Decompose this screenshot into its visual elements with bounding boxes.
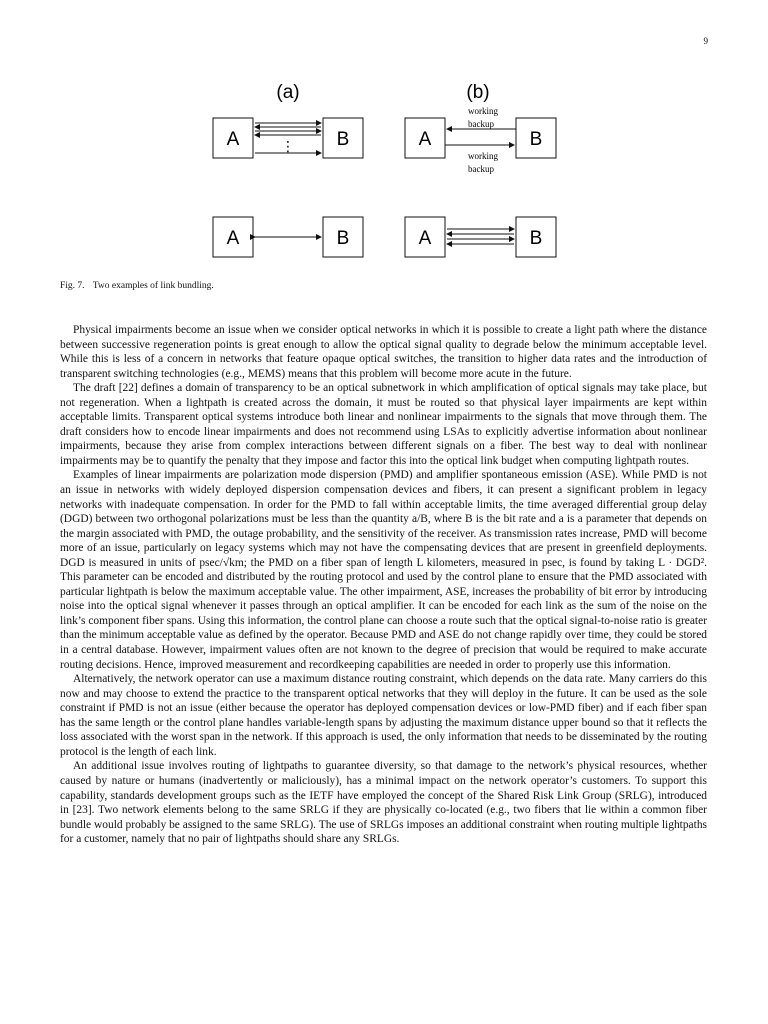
node-a-label: A [226,228,240,249]
working-label-bottom: working [468,151,498,161]
ellipsis-icon: ⋮ [281,139,295,155]
figure-caption [60,281,214,291]
paragraph-srlg-diversity: An additional issue involves routing of lightpaths to guarantee diversity, so that damage to the network’s physical resources, whether caused by nature or humans (inadvertently or maliciously), has a minimal impact on the network operator’s customers. To support this capability, standards development groups such as the IETF have employed the concept of the Shared Risk Link Group (SRLG), introduced in [23]. Two network elements belong to the same SRLG if they are physically co-located (e.g., two fibers that lie within a common fiber bundle would probably be assigned to the same SRLG). The use of SRLGs imposes an additional constraint when routing multiple lightpaths for a customer, namely that no pair of lightpaths should share any SRLGs. [60,760,707,846]
body-text [60,323,707,847]
paragraph-linear-impairments: Examples of linear impairments are polarization mode dispersion (PMD) and amplifier spontaneous emission (ASE). While PMD is not an issue in networks with widely deployed dispersion compensation devices and fibers, it can present a significant problem in legacy networks with inadequate compensation. In order for the PMD to fall within acceptable limits, the time averaged differential group delay (DGD) between two orthogonal polarizations must be less than the quantity a/B, where B is the bit rate and a is a parameter that depends on the margin associated with PMD, the outage probability, and the sensitivity of the receiver. As transmission rates increase, PMD will become more of an issue, particularly on legacy systems which may not have the compensating devices that are present in greenfield deployments. DGD is measured in units of psec/√km; the PMD on a fiber span of length L kilometers, measured in psec, is found by taking L · DGD². This parameter can be encoded and distributed by the routing protocol and used by the control plane to ensure that the PMD associated with particular lightpath is below the maximum acceptable value. The other impairment, ASE, increases the probability of bit error by introducing noise into the optical signal whenever it passes through an optical amplifier. It can be encoded for each link as the sum of the noise on the link’s component fiber spans. Using this information, the control plane can choose a route such that the optical signal-to-noise ratio is greater than the minimum acceptable value as defined by the operator. Because PMD and ASE do not change rapidly over time, they could be stored in a central database. However, impairment values often are not known to the degree of precision that would be required to make accurate routing decisions. Hence, improved measurement and recordkeeping capabilities are needed in order to properly use this information. [60,469,707,671]
paragraph-maximum-distance: Alternatively, the network operator can use a maximum distance routing constraint, which depends on the data rate. Many carriers do this now and may choose to extend the practice to the transparent optical networks that they will deploy in the future. It can be used as the sole constraint if PMD is not an issue (either because the operator has deployed compensation devices or low-PMD fiber) and if each fiber span has the same length or the control plane handles variable-length spans by adjusting the maximum distance upper bound so that it reflects the loss associated with the worst span in the network. If this approach is used, the only information that needs to be disseminated by the routing protocol is the length of each link. [60,673,707,758]
panel-label-b: (b) [466,82,490,103]
node-a-label: A [418,228,432,249]
paragraph-domain-of-transparency: The draft [22] defines a domain of transparency to be an optical subnetwork in which amplification of optical signals may take place, but not regeneration. When a lightpath is created across the domain, it must be routed so that physical layer impairments are kept within acceptable limits. Transparent optical systems introduce both linear and nonlinear impairments to the signals that move through them. The draft considers how to encode linear impairments and does not recommend using LSAs to explicitly advertise information about nonlinear impairments, because they arise from complex interactions between different signals on a fiber. The best way to deal with nonlinear impairments may be to quantify the penalty that they impose and factor this into the optical link budget when computing lightpath routes. [60,382,707,467]
node-b-label: B [336,129,350,150]
node-a-label: A [226,129,240,150]
backup-label-top: backup [468,119,494,129]
backup-label-bottom: backup [468,164,494,174]
link-bundling-diagram [200,72,580,272]
caption-number: Fig. 7. [60,281,85,291]
panel-label-a: (a) [276,82,300,103]
figure-link-bundling [200,72,580,272]
caption-text: Two examples of link bundling. [92,281,214,291]
paragraph-physical-impairments: Physical impairments become an issue when we consider optical networks in which it is possible to create a light path where the distance between successive regeneration points is great enough to allow the optical signal quality to degrade below the minimum acceptable level. While this is less of a concern in networks that feature opaque optical switches, the transition to higher data rates and the introduction of transparent switching technologies (e.g., MEMS) means that this problem will become more acute in the future. [60,324,707,380]
page-number: 9 [703,36,708,46]
node-b-label: B [529,129,543,150]
link-bundle-b [447,229,514,244]
node-a-label: A [418,129,432,150]
working-label-top: working [468,106,498,116]
node-b-label: B [336,228,350,249]
node-b-label: B [529,228,543,249]
